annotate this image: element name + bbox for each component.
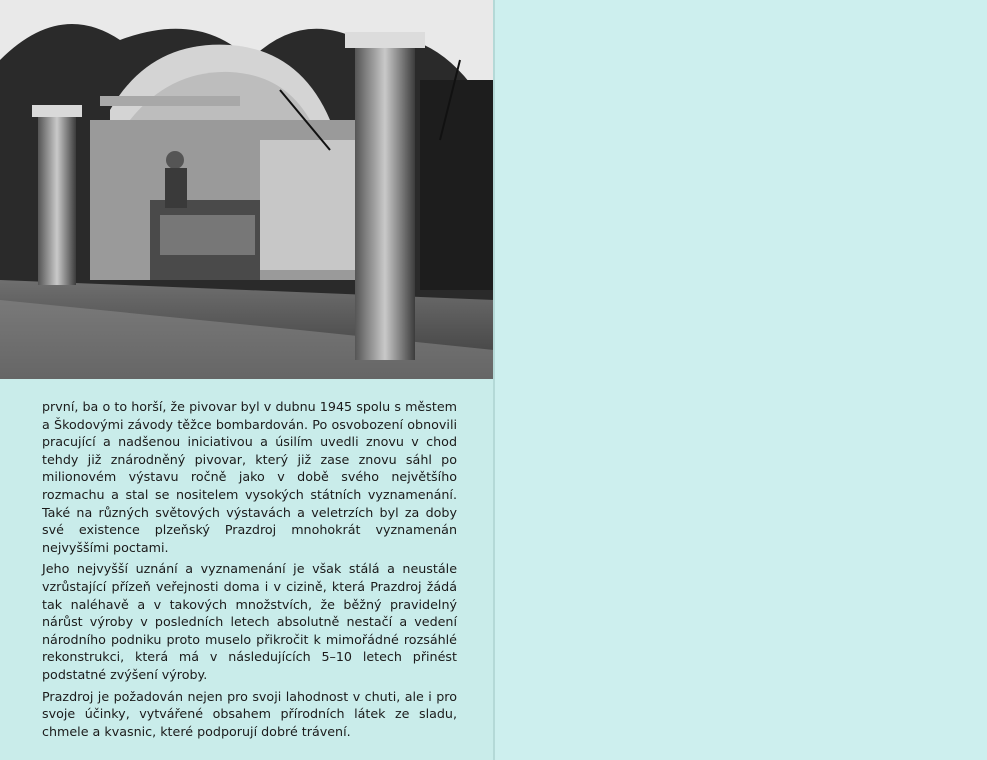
cellar-photo <box>0 0 494 379</box>
paragraph-2: Jeho nejvyšší uznání a vyznamenání je však stálá a neustále vzrůstající přízeň veřejnosti doma i v cizině, která Prazdroj žádá tak naléhavě a v takových množstvích, že běžný pravidelný nárůst výroby v posledních letech absolutně nestačí a vedení národního podniku proto muselo přikročit k mimořádné rozsáhlé rekonstrukci, která má v následujících 5–10 letech přinést podstatné zvýšení výroby. <box>42 561 457 682</box>
paragraph-1: první, ba o to horší, že pivovar byl v dubnu 1945 spolu s městem a Škodovými závody těžce bombardován. Po osvobození obnovili pracující a nadšenou iniciativou a úsilím uvedli znovu v chod tehdy již znárodněný pivovar, který již zase znovu sáhl po milionovém výstavu ročně jako v době svého největšího rozmachu a stal se nositelem vysokých státních vyznamenání. Také na různých světových výstavách a veletrzích byl za doby své existence plzeňský Prazdroj mnohokrát vyznamenán nejvyššími poctami. <box>42 399 457 555</box>
article-text <box>42 398 457 744</box>
paragraph-3: Prazdroj je požadován nejen pro svoji lahodnost v chuti, ale i pro svoje účinky, vytvářené obsahem přírodních látek ze sladu, chmele a kvasnic, které podporují dobré trávení. <box>42 688 457 739</box>
right-page <box>495 0 987 760</box>
cellar-photo-illustration <box>0 0 494 379</box>
